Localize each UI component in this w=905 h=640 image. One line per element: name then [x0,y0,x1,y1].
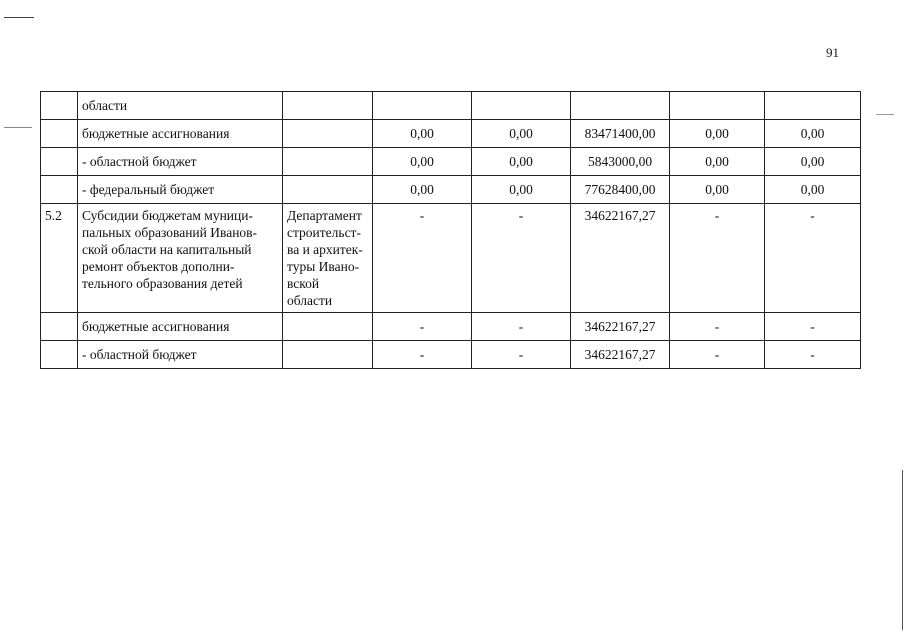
table-row [41,341,861,369]
scan-edge-right [902,470,903,630]
row-number [41,176,78,204]
scan-mark-top-left [4,17,34,18]
row-executor [283,148,373,176]
row-executor [283,204,373,313]
row-number: 5.2 [41,204,78,313]
value-cell: 0,00 [670,176,765,204]
value-cell: - [373,313,472,341]
value-cell: 34622167,27 [571,341,670,369]
executor-line: ва и архитек- [287,242,363,257]
value-cell: - [670,313,765,341]
row-number [41,92,78,120]
row-name: бюджетные ассигнования [78,120,283,148]
value-cell: 0,00 [472,148,571,176]
scan-mark-right [876,114,894,115]
table-row [41,313,861,341]
table-row [41,92,861,120]
executor-line: Департамент [287,208,362,223]
value-cell [765,92,861,120]
table-row [41,176,861,204]
table-row [41,120,861,148]
row-name-line: пальных образований Иванов- [82,225,258,240]
executor-line: вской [287,276,320,291]
value-cell: 83471400,00 [571,120,670,148]
value-cell: - [472,204,571,313]
row-name-line: Субсидии бюджетам муници- [82,208,253,223]
value-cell: 0,00 [670,120,765,148]
row-name: - федеральный бюджет [78,176,283,204]
value-cell: - [765,313,861,341]
value-cell: - [373,204,472,313]
value-cell [472,92,571,120]
row-number [41,313,78,341]
scan-mark-left [4,127,32,128]
row-number [41,148,78,176]
value-cell: 0,00 [373,120,472,148]
row-executor [283,313,373,341]
value-cell: 0,00 [472,176,571,204]
row-name: - областной бюджет [78,148,283,176]
executor-line: области [287,293,333,308]
row-number [41,120,78,148]
value-cell: 0,00 [472,120,571,148]
value-cell: 34622167,27 [571,313,670,341]
value-cell: 0,00 [765,148,861,176]
budget-table [40,91,861,369]
table-row [41,148,861,176]
row-name-line: ской области на капитальный [82,242,252,257]
value-cell: - [765,341,861,369]
value-cell: - [373,341,472,369]
value-cell: - [472,313,571,341]
row-executor [283,176,373,204]
value-cell: 0,00 [373,176,472,204]
row-name: - областной бюджет [78,341,283,369]
table-row [41,204,861,313]
value-cell: - [670,341,765,369]
row-executor [283,120,373,148]
value-cell: 0,00 [373,148,472,176]
executor-line: строительст- [287,225,361,240]
value-cell: 0,00 [765,120,861,148]
value-cell: - [670,204,765,313]
value-cell [670,92,765,120]
value-cell: 34622167,27 [571,204,670,313]
row-name-line: тельного образования детей [82,276,243,291]
row-executor [283,341,373,369]
value-cell: 0,00 [765,176,861,204]
row-name [78,204,283,313]
row-name-line: ремонт объектов дополни- [82,259,235,274]
value-cell: 0,00 [670,148,765,176]
page-number: 91 [826,45,839,60]
row-executor [283,92,373,120]
value-cell: - [472,341,571,369]
row-name: области [78,92,283,120]
value-cell [571,92,670,120]
row-number [41,341,78,369]
value-cell: 5843000,00 [571,148,670,176]
value-cell [373,92,472,120]
value-cell: - [765,204,861,313]
value-cell: 77628400,00 [571,176,670,204]
row-name: бюджетные ассигнования [78,313,283,341]
executor-line: туры Ивано- [287,259,360,274]
